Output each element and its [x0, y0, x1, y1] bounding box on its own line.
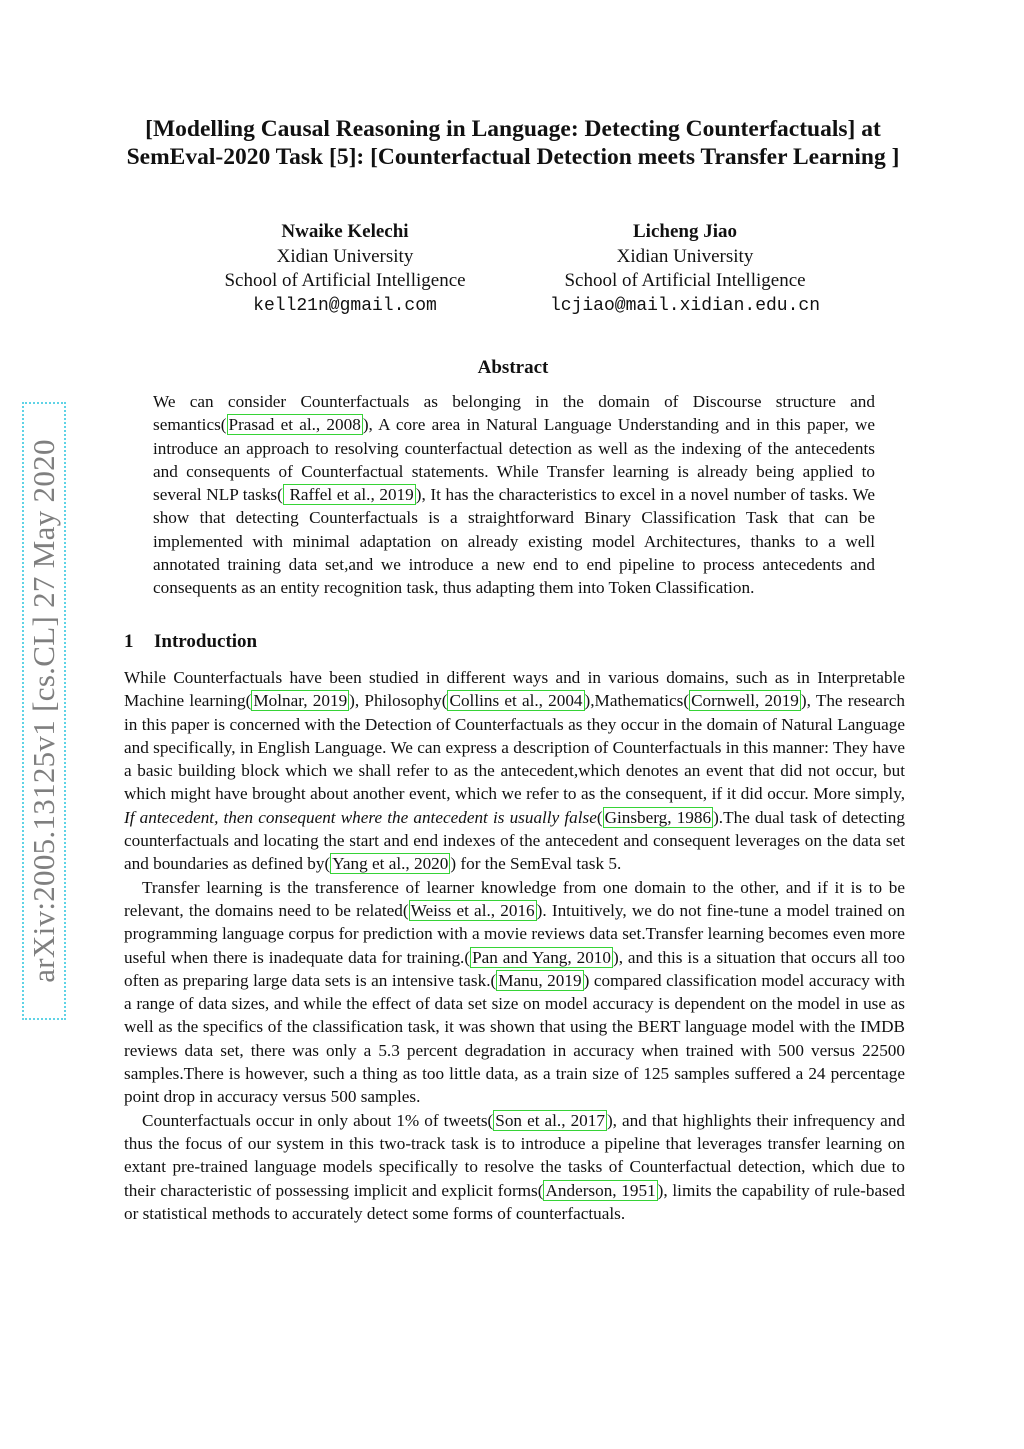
paragraph: [124, 1109, 905, 1225]
citation-link[interactable]: Yang et al., 2020: [332, 854, 449, 874]
paragraph-text: While Counterfactuals have been studied in different ways and in various domains, such as in Interpretable Machine learning(: [124, 668, 905, 711]
emphasized-text: If antecedent, then consequent where the antecedent is usually false: [124, 807, 597, 827]
author-block-1: [180, 220, 510, 318]
citation-link[interactable]: Son et al., 2017: [495, 1110, 605, 1130]
section-title: Introduction: [154, 631, 258, 652]
author-name: Licheng Jiao: [633, 221, 737, 242]
citation-link[interactable]: Molnar, 2019: [253, 691, 348, 711]
author-department: School of Artificial Intelligence: [224, 270, 466, 291]
abstract-text: ), It has the characteristics to excel in a novel number of tasks. We show that detecting Counterfactuals is a straightforward Binary Classification Task that can be implemented with minimal adaptation on already existing model Architectures, thanks to a well annotated training data set,and we introduce a new end to end pipeline to process antecedents and consequents as an entity recognition task, thus adapting them into Token Classification.: [153, 485, 875, 598]
paragraph-text: Counterfactuals occur in only about 1% of tweets(: [142, 1110, 494, 1130]
citation-link[interactable]: Anderson, 1951: [545, 1180, 656, 1200]
paragraph-text: ), Philosophy(: [349, 691, 448, 711]
section-heading: [124, 631, 257, 653]
citation-link[interactable]: Cornwell, 2019: [691, 691, 799, 711]
citation-link[interactable]: Collins et al., 2004: [449, 691, 583, 711]
paragraph-text: ) for the SemEval task 5.: [450, 854, 622, 874]
paragraph-text: ). Intuitively, we do not fine-tune a model trained on programming language corpus for prediction with a movie reviews data set.Transfer learning becomes even more useful when there is inadequate data for training.(: [124, 900, 905, 967]
author-name: Nwaike Kelechi: [281, 221, 409, 242]
author-affiliation: Xidian University: [616, 245, 754, 267]
paper-title: [Modelling Causal Reasoning in Language: Detecting Counterfactuals] at SemEval-2020 Task [5]: [Counterfactual Detection meets Transfer Learning ]: [126, 116, 900, 170]
citation-link[interactable]: Pan and Yang, 2010: [472, 947, 611, 967]
abstract-text: We can consider Counterfactuals as belonging in the domain of Discourse structure and semantics: [153, 392, 875, 435]
introduction-body: [124, 666, 905, 1225]
paragraph-text: ), and this is a situation that occurs all too often as preparing large data sets is an intensive task.(: [124, 947, 905, 990]
citation-link[interactable]: Manu, 2019: [498, 970, 582, 990]
paragraph-text: ), The research in this paper is concerned with the Detection of Counterfactuals as they occur in the domain of Natural Language and specifically, in English Language. We can express a description of Counterfactuals in this manner: They have a basic building block which we shall refer to as the antecedent,which denotes an event that did not occur, but which might have brought about another event, which we refer to as the consequent, if it did occur. More simply,: [124, 691, 905, 804]
abstract-heading: Abstract: [477, 357, 549, 378]
abstract-body: We can consider Counterfactuals as belonging in the domain of Discourse structure and semantics( Prasad et al., 2008 ), A core area in Natural Language Understanding and in this paper, we introduce an approach to resolving counterfactual detection as well as the indexing of the antecedents and consequents of Counterfactual statements. While Transfer learning is already being applied to several NLP tasks( Raffel et al., 2019 ), It has the characteristics to excel in a novel number of tasks. We show that detecting Counterfactuals is a straightforward Binary Classification Task that can be implemented with minimal adaptation on already existing model Architectures, thanks to a well annotated training data set,and we introduce a new end to end pipeline to process antecedents and consequents as an entity recognition task, thus adapting them into Token Classification.: [153, 392, 875, 598]
paragraph: [124, 666, 905, 876]
paragraph-text: ), and that highlights their infrequency and thus the focus of our system in this two-track task is to introduce a pipeline that leverages transfer learning on extant pre-trained language models specifically to resolve the tasks of Counterfactual detection, which due to their characteristic of possessing implicit and explicit forms(: [124, 1110, 905, 1200]
author-department: School of Artificial Intelligence: [564, 270, 806, 291]
citation-link[interactable]: Prasad et al., 2008: [228, 415, 361, 435]
paragraph-text: (: [596, 807, 603, 827]
paragraph-text: ), limits the capability of rule-based or statistical methods to accurately detect some forms of counterfactuals.: [124, 1180, 905, 1223]
paragraph-text: ).The dual task of detecting counterfactuals and locating the start and end indexes of the antecedent and consequent leverages on the data set and boundaries as defined by(: [124, 807, 905, 874]
author-email[interactable]: lcjiao@mail.xidian.edu.cn: [549, 295, 821, 316]
author-email[interactable]: kell21n@gmail.com: [253, 295, 437, 316]
citation-link[interactable]: Weiss et al., 2016: [410, 900, 535, 920]
citation-link[interactable]: Raffel et al., 2019: [284, 485, 414, 505]
arxiv-id: arXiv:2005.13125v1 [cs.CL] 27 May 2020: [26, 439, 61, 983]
paragraph-text: ) compared classification model accuracy with a range of data sizes, and while the effect of data set size on model accuracy is dependent on the model in use as well as the specifics of the classification task, it was shown that using the BERT language model with the IMDB reviews data set, there was only a 5.3 percent degradation in accuracy when trained with 500 versus 22500 samples.There is however, such a thing as too little data, as a train size of 125 samples suffered a 24 percentage point drop in accuracy versus 500 samples.: [124, 970, 905, 1107]
abstract-text: , A core area in Natural Language Understanding and in this paper, we introduce an approach to resolving counterfactual detection as well as the indexing of the antecedents and consequents of Counterfactual statements. While Transfer learning is already being applied to several NLP tasks(: [153, 415, 875, 505]
citation-link[interactable]: Ginsberg, 1986: [604, 807, 712, 827]
paragraph-text: Transfer learning is the transference of learner knowledge from one domain to the other, and if it is to be relevant, the domains need to be related(: [124, 877, 905, 920]
paragraph: [124, 876, 905, 1109]
author-block-2: [520, 220, 850, 318]
paragraph-text: ),Mathematics(: [584, 691, 690, 711]
section-number: 1: [124, 631, 134, 652]
arxiv-stamp: [22, 402, 66, 1020]
author-affiliation: Xidian University: [276, 245, 414, 267]
